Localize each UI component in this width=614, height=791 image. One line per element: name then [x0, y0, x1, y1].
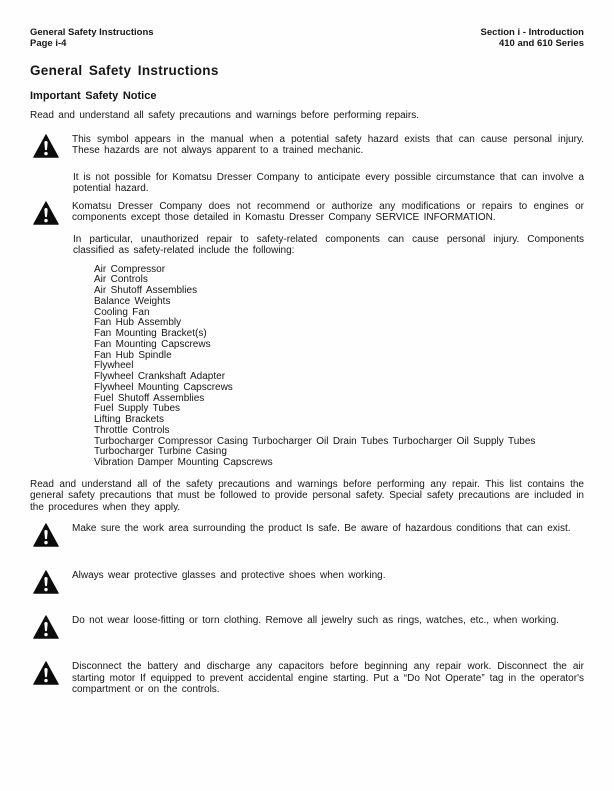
- header-page-number: Page i-4: [30, 38, 67, 49]
- component-list-item: Vibration Damper Mounting Capscrews: [94, 457, 273, 468]
- warning-text: Do not wear loose-fitting or torn clothing. Remove all jewelry such as rings, watches, etc., when working.: [72, 615, 559, 627]
- read-all-paragraph: Read and understand all of the safety precautions and warnings before performing any repair. This list contains the general safety precautions that must be followed to provide personal safety. Special safety precautions are included in the procedures when they apply.: [30, 478, 584, 513]
- warning-text: Disconnect the battery and discharge any capacitors before beginning any repair work. Disconnect the air starting motor If equipped to prevent accidental engine starting. Put a “Do Not Operate” tag in the operator's compartment or on the controls.: [72, 661, 584, 696]
- warning-block-modifications: [30, 201, 584, 225]
- warning-text: Always wear protective glasses and protective shoes when working.: [72, 570, 386, 582]
- page-header: [30, 27, 584, 49]
- component-list-item: Turbocharger Turbine Casing: [94, 446, 227, 458]
- warning-triangle-icon: [33, 615, 59, 639]
- page-title: General Safety Instructions: [30, 63, 219, 78]
- warning-block-protective-gear: [30, 570, 584, 594]
- header-section: Section i - Introduction: [480, 27, 584, 38]
- warning-block-work-area: [30, 523, 584, 547]
- component-list-item: Throttle Controls: [94, 424, 170, 436]
- component-list-item: Flywheel Crankshaft Adapter: [94, 371, 226, 382]
- component-list-item: Fan Hub Spindle: [94, 349, 172, 361]
- component-list-item: Balance Weights: [94, 295, 171, 307]
- component-list-item: Flywheel Mounting Capscrews: [94, 381, 233, 393]
- component-list-item: Cooling Fan: [94, 306, 150, 318]
- component-list-item: Turbocharger Compressor Casing Turbocharger Oil Drain Tubes Turbocharger Oil Supply Tubes: [94, 435, 536, 447]
- header-series: 410 and 610 Series: [498, 38, 584, 49]
- component-list-item: Flywheel: [94, 360, 134, 372]
- safety-components-list: [94, 265, 584, 469]
- component-list-item: Fan Mounting Capscrews: [94, 338, 211, 350]
- component-list-item: Fan Hub Assembly: [94, 317, 182, 329]
- intro-paragraph: Read and understand all safety precautions and warnings before performing repairs.: [30, 110, 419, 121]
- warning-block-battery: [30, 661, 584, 696]
- warning-block-symbol: [30, 134, 584, 158]
- component-list-item: Air Controls: [94, 274, 148, 286]
- component-list-item: Fuel Supply Tubes: [94, 403, 181, 415]
- component-list-item: Fuel Shutoff Assemblies: [94, 392, 205, 404]
- component-list-item: Fan Mounting Bracket(s): [94, 328, 207, 339]
- warning-block-clothing: [30, 615, 584, 639]
- warning-triangle-icon: [33, 570, 59, 594]
- warning-triangle-icon: [33, 523, 59, 547]
- not-possible-paragraph: It is not possible for Komatsu Dresser Company to anticipate every possible circumstance that can involve a potential hazard.: [73, 171, 584, 194]
- warning-triangle-icon: [33, 661, 59, 685]
- warning-text: This symbol appears in the manual when a potential safety hazard exists that can cause personal injury. These hazards are not always apparent to a trained mechanic.: [72, 133, 584, 156]
- warning-text: Make sure the work area surrounding the product Is safe. Be aware of hazardous conditions that can exist.: [72, 523, 571, 535]
- header-left-title: General Safety Instructions: [30, 27, 154, 38]
- component-list-item: Air Compressor: [94, 263, 166, 275]
- warning-triangle-icon: [33, 134, 59, 158]
- warning-triangle-icon: [33, 201, 59, 225]
- section-subtitle: Important Safety Notice: [30, 90, 157, 102]
- header-left: [30, 27, 154, 49]
- in-particular-paragraph: In particular, unauthorized repair to safety-related components can cause personal injury. Components classified as safety-related include the following:: [73, 233, 584, 256]
- component-list-item: Lifting Brackets: [94, 414, 164, 425]
- warning-text: Komatsu Dresser Company does not recommend or authorize any modifications or repairs to engines or components except those detailed in Komastu Dresser Company SERVICE INFORMATION.: [72, 200, 584, 223]
- header-right: [481, 27, 584, 49]
- component-list-item: Air Shutoff Assemblies: [94, 285, 198, 296]
